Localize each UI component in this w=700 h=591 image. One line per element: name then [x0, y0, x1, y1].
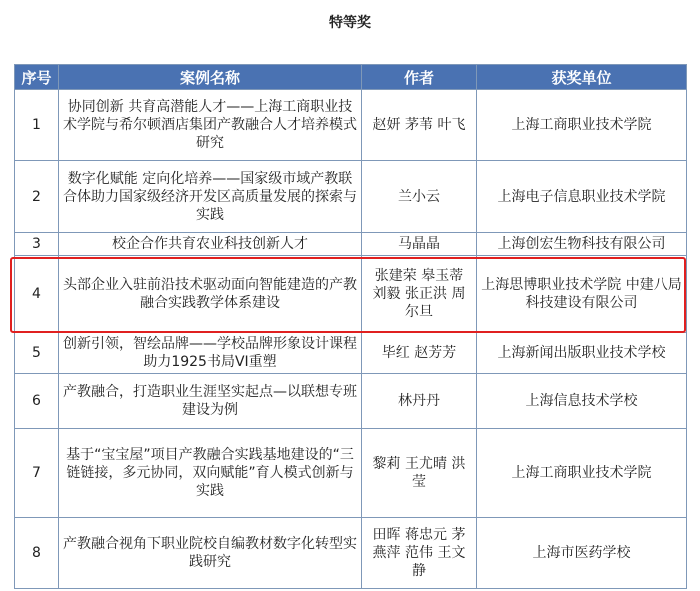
table-row — [15, 233, 687, 256]
row-name: 校企合作共育农业科技创新人才 — [59, 233, 362, 256]
header-name: 案例名称 — [59, 65, 362, 90]
row-unit: 上海新闻出版职业技术学校 — [477, 333, 687, 374]
row-name: 产教融合，打造职业生涯坚实起点—以联想专班建设为例 — [59, 374, 362, 429]
header-unit: 获奖单位 — [477, 65, 687, 90]
table-row — [15, 90, 687, 161]
table-row — [15, 161, 687, 233]
row-no: 3 — [15, 233, 59, 256]
row-no: 1 — [15, 90, 59, 161]
header-no: 序号 — [15, 65, 59, 90]
row-name: 数字化赋能 定向化培养——国家级市域产教联合体助力国家级经济开发区高质量发展的探索与实践 — [59, 161, 362, 233]
row-unit: 上海创宏生物科技有限公司 — [477, 233, 687, 256]
row-no: 4 — [15, 256, 59, 333]
awards-table — [14, 64, 687, 589]
row-unit: 上海工商职业技术学院 — [477, 429, 687, 518]
row-authors: 赵妍 茅苇 叶飞 — [362, 90, 477, 161]
row-unit: 上海市医药学校 — [477, 518, 687, 589]
row-no: 6 — [15, 374, 59, 429]
row-authors: 林丹丹 — [362, 374, 477, 429]
row-authors: 张建荣 皋玉蒂 刘毅 张正洪 周尔旦 — [362, 256, 477, 333]
page-title: 特等奖 — [329, 15, 371, 31]
row-unit: 上海工商职业技术学院 — [477, 90, 687, 161]
row-no: 5 — [15, 333, 59, 374]
table-header-row — [15, 65, 687, 90]
row-authors: 毕红 赵芳芳 — [362, 333, 477, 374]
table-row — [15, 429, 687, 518]
row-authors: 田晖 蒋忠元 茅燕萍 范伟 王文静 — [362, 518, 477, 589]
row-name: 创新引领，智绘品牌——学校品牌形象设计课程助力1925书局VI重塑 — [59, 333, 362, 374]
table-row — [15, 518, 687, 589]
row-no: 8 — [15, 518, 59, 589]
row-name: 基于“宝宝屋”项目产教融合实践基地建设的“三链链接，多元协同，双向赋能”育人模式创新与实践 — [59, 429, 362, 518]
row-no: 2 — [15, 161, 59, 233]
row-no: 7 — [15, 429, 59, 518]
row-unit: 上海电子信息职业技术学院 — [477, 161, 687, 233]
row-authors: 兰小云 — [362, 161, 477, 233]
table-row — [15, 374, 687, 429]
row-authors: 马晶晶 — [362, 233, 477, 256]
row-name: 产教融合视角下职业院校自编教材数字化转型实践研究 — [59, 518, 362, 589]
row-unit: 上海信息技术学校 — [477, 374, 687, 429]
row-authors: 黎莉 王尤晴 洪莹 — [362, 429, 477, 518]
row-name: 头部企业入驻前沿技术驱动面向智能建造的产教融合实践教学体系建设 — [59, 256, 362, 333]
table-row — [15, 333, 687, 374]
header-authors: 作者 — [362, 65, 477, 90]
table-row — [15, 256, 687, 333]
row-unit: 上海思博职业技术学院 中建八局科技建设有限公司 — [477, 256, 687, 333]
row-name: 协同创新 共育高潜能人才——上海工商职业技术学院与希尔顿酒店集团产教融合人才培养模式研究 — [59, 90, 362, 161]
